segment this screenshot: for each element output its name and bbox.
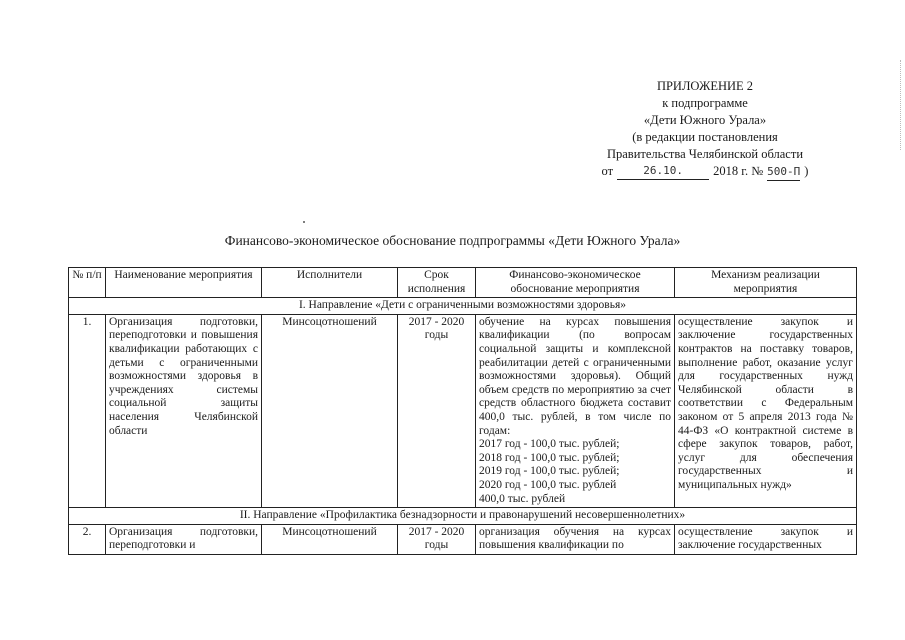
section-title-2: II. Направление «Профилактика безнадзорности и правонарушений несовершеннолетних» — [69, 508, 857, 525]
appendix-header — [560, 78, 850, 181]
table-row — [69, 314, 857, 507]
implementation-mechanism: осуществление закупок и заключение государственных контрактов на поставку товаров, выполнение работ, оказание услуг для государственных нужд Челябинской области в соответствии с Федеральным законом от 5 апреля 2013 года № 44-ФЗ «О контрактной системе в сфере закупок товаров, работ, услуг для обеспечения государственных и муниципальных нужд» — [675, 314, 857, 507]
close-paren: ) — [804, 164, 809, 178]
handwritten-number: 500-П — [767, 163, 800, 181]
col-header-mechanism: Механизм реализации мероприятия — [675, 268, 857, 298]
executor: Минсоцотношений — [262, 524, 398, 554]
date-prefix: от — [601, 164, 614, 178]
scan-dot — [303, 221, 305, 223]
appendix-line-government: Правительства Челябинской области — [606, 147, 804, 161]
section-title-1: I. Направление «Дети с ограниченными возможностями здоровья» — [69, 298, 857, 315]
section-row — [69, 508, 857, 525]
row-number: 2. — [69, 524, 106, 554]
executor: Минсоцотношений — [262, 314, 398, 507]
table-header-row — [69, 268, 857, 298]
col-header-term: Срок исполнения — [398, 268, 476, 298]
finance-justification — [476, 314, 675, 507]
finance-year-item: 2019 год - 100,0 тыс. рублей; — [479, 465, 620, 478]
date-year-label: 2018 г. № — [713, 164, 764, 178]
appendix-line-subprogram: к подпрограмме — [662, 96, 748, 110]
col-header-finance: Финансово-экономическое обоснование мероприятия — [476, 268, 675, 298]
appendix-title: ПРИЛОЖЕНИЕ 2 — [656, 79, 754, 93]
finance-year-item: 2017 год - 100,0 тыс. рублей; — [479, 438, 620, 451]
table-row — [69, 524, 857, 554]
implementation-mechanism: осуществление закупок и заключение государственных — [675, 524, 857, 554]
measure-name: Организация подготовки, переподготовки и повышения квалификации работающих с детьми с ограниченными возможностями здоровья в учреждениях системы социальной защиты населения Челябинской области — [106, 314, 262, 507]
date-field — [617, 162, 709, 180]
justification-table — [68, 267, 857, 555]
row-number: 1. — [69, 314, 106, 507]
col-header-num: № п/п — [69, 268, 106, 298]
execution-term: 2017 - 2020 годы — [398, 524, 476, 554]
finance-years-list — [479, 438, 671, 506]
finance-total: 400,0 тыс. рублей — [479, 492, 566, 505]
finance-year-item: 2018 год - 100,0 тыс. рублей; — [479, 451, 620, 464]
finance-justification: организация обучения на курсах повышения квалификации по — [476, 524, 675, 554]
col-header-name: Наименование мероприятия — [106, 268, 262, 298]
scan-edge-marks — [897, 60, 901, 150]
col-header-executors: Исполнители — [262, 268, 398, 298]
measure-name: Организация подготовки, переподготовки и — [106, 524, 262, 554]
appendix-line-edition: (в редакции постановления — [632, 130, 778, 144]
handwritten-date: 26.10. — [643, 164, 683, 177]
document-title: Финансово-экономическое обоснование подпрограммы «Дети Южного Урала» — [224, 233, 681, 248]
execution-term: 2017 - 2020 годы — [398, 314, 476, 507]
appendix-date-line — [560, 163, 850, 181]
section-row — [69, 298, 857, 315]
appendix-line-program-name: «Дети Южного Урала» — [643, 113, 767, 127]
finance-year-item: 2020 год - 100,0 тыс. рублей — [479, 478, 617, 491]
finance-text: обучение на курсах повышения квалификации (по вопросам социальной защиты и комплексной реабилитации детей с ограниченными возможностями здоровья). Общий объем средств по мероприятию за счет средств областного бюджета составит 400,0 тыс. рублей, в том числе по годам: — [479, 315, 671, 437]
